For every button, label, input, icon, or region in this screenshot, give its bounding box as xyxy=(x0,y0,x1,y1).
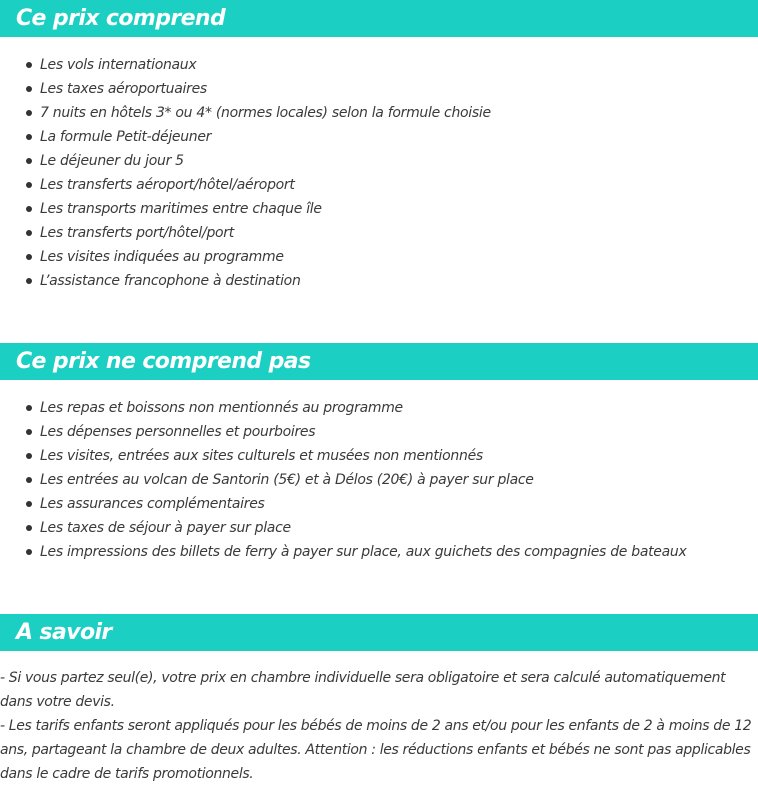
list-item-text: Les visites, entrées aux sites culturels et musées non mentionnés xyxy=(40,448,483,464)
list-item xyxy=(0,173,491,197)
list-item-text: Le déjeuner du jour 5 xyxy=(40,153,184,169)
included-list xyxy=(0,53,491,293)
bullet-icon xyxy=(26,453,32,459)
list-item-text: Les transferts port/hôtel/port xyxy=(40,225,234,241)
bullet-icon xyxy=(26,278,32,284)
included-section xyxy=(0,0,758,37)
list-item xyxy=(0,53,491,77)
bullet-icon xyxy=(26,549,32,555)
list-item-text: Les taxes aéroportuaires xyxy=(40,81,207,97)
bullet-icon xyxy=(26,230,32,236)
bullet-icon xyxy=(26,62,32,68)
list-item-text: Les assurances complémentaires xyxy=(40,496,265,512)
list-item-text: Les entrées au volcan de Santorin (5€) et à Délos (20€) à payer sur place xyxy=(40,472,534,488)
list-item xyxy=(0,245,491,269)
savoir-text xyxy=(0,666,752,786)
savoir-section xyxy=(0,614,758,651)
list-item-text: Les transports maritimes entre chaque île xyxy=(40,201,322,217)
list-item xyxy=(0,197,491,221)
savoir-paragraph: - Si vous partez seul(e), votre prix en chambre individuelle sera obligatoire et sera calculé automatiquement dans votre devis. xyxy=(0,670,726,710)
list-item xyxy=(0,516,686,540)
bullet-icon xyxy=(26,158,32,164)
list-item xyxy=(0,221,491,245)
bullet-icon xyxy=(26,501,32,507)
list-item-text: Les impressions des billets de ferry à payer sur place, aux guichets des compagnies de bateaux xyxy=(40,544,687,560)
list-item xyxy=(0,269,491,293)
bullet-icon xyxy=(26,110,32,116)
bullet-icon xyxy=(26,182,32,188)
bullet-icon xyxy=(26,477,32,483)
list-item-text: L’assistance francophone à destination xyxy=(40,273,301,289)
list-item xyxy=(0,468,686,492)
list-item xyxy=(0,420,686,444)
list-item-text: Les visites indiquées au programme xyxy=(40,249,284,265)
list-item-text: La formule Petit-déjeuner xyxy=(40,129,212,145)
list-item xyxy=(0,396,686,420)
bullet-icon xyxy=(26,254,32,260)
savoir-heading: A savoir xyxy=(0,614,758,651)
list-item-text: 7 nuits en hôtels 3* ou 4* (normes locales) selon la formule choisie xyxy=(40,105,491,121)
bullet-icon xyxy=(26,429,32,435)
list-item xyxy=(0,540,686,564)
bullet-icon xyxy=(26,525,32,531)
list-item xyxy=(0,77,491,101)
bullet-icon xyxy=(26,206,32,212)
bullet-icon xyxy=(26,86,32,92)
list-item xyxy=(0,444,686,468)
list-item xyxy=(0,149,491,173)
list-item-text: Les transferts aéroport/hôtel/aéroport xyxy=(40,177,295,193)
excluded-heading: Ce prix ne comprend pas xyxy=(0,343,758,380)
list-item xyxy=(0,492,686,516)
bullet-icon xyxy=(26,134,32,140)
list-item-text: Les taxes de séjour à payer sur place xyxy=(40,520,291,536)
excluded-section xyxy=(0,343,758,380)
savoir-paragraph: - Les tarifs enfants seront appliqués pour les bébés de moins de 2 ans et/ou pour les enfants de 2 à moins de 12 ans, partageant la chambre de deux adultes. Attention : les réductions enfants et bébés ne sont pas applicables dans le cadre de tarifs promotionnels. xyxy=(0,718,752,782)
included-heading: Ce prix comprend xyxy=(0,0,758,37)
list-item-text: Les vols internationaux xyxy=(40,57,197,73)
excluded-list xyxy=(0,396,686,564)
list-item-text: Les dépenses personnelles et pourboires xyxy=(40,424,316,440)
list-item-text: Les repas et boissons non mentionnés au programme xyxy=(40,400,403,416)
list-item xyxy=(0,101,491,125)
list-item xyxy=(0,125,491,149)
bullet-icon xyxy=(26,405,32,411)
